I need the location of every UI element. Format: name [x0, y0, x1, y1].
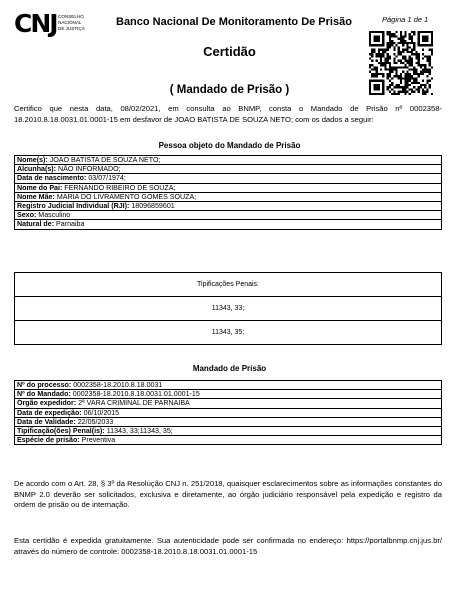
field-label: Data de nascimento:	[17, 174, 87, 183]
cnj-logo-mark: CNJ	[14, 9, 57, 38]
field-value: 06/10/2015	[81, 408, 120, 417]
table-row	[15, 417, 442, 426]
intro-paragraph: Certifico que nesta data, 08/02/2021, em consulta ao BNMP, consta o Mandado de Prisão nº 0002358-18.2010.8.18.0031.01.0001-15 em desfavor de JOAO BATISTA DE SOUZA NETO; com os dados a seguir:	[14, 104, 442, 124]
table-row	[15, 211, 442, 220]
field-value: JOAO BATISTA DE SOUZA NETO;	[47, 156, 161, 164]
logo-text-line: DE JUSTIÇA	[58, 26, 85, 31]
field-value: 18096859601	[129, 202, 175, 211]
table-row	[15, 202, 442, 211]
document-title: Certidão	[203, 44, 256, 59]
page-number: Página 1 de 1	[382, 15, 429, 24]
warrant-section-title: Mandado de Prisão	[192, 364, 267, 373]
person-table	[14, 155, 442, 230]
field-value: NÃO INFORMADO;	[56, 165, 121, 174]
table-row	[15, 192, 442, 201]
table-row	[15, 183, 442, 192]
field-value: 0002358-18.2010.8.18.0031.01.0001-15	[70, 390, 200, 399]
table-row	[15, 390, 442, 399]
field-value: 03/07/1974;	[86, 174, 126, 183]
legal-note-paragraph: De acordo com o Art. 28, § 3º da Resolução CNJ n. 251/2018, quaisquer esclarecimentos sobre as informações constantes do BNMP 2.0 deverão ser solicitados, exclusiva e diretamente, ao órgão judiciário responsável pela expedição e registro da ordem de prisão ou de internação.	[14, 479, 442, 509]
table-row	[15, 174, 442, 183]
field-value: Preventiva	[79, 436, 116, 445]
table-row	[15, 399, 442, 408]
field-label: Nº do Mandado:	[17, 390, 71, 399]
field-label: Data de expedição:	[17, 408, 82, 417]
person-section-title: Pessoa objeto do Mandado de Prisão	[158, 141, 301, 150]
field-label: Sexo:	[17, 211, 37, 220]
field-label: Nome Mãe:	[17, 192, 55, 201]
document-subtitle: ( Mandado de Prisão )	[169, 84, 290, 96]
field-label: Órgão expedidor:	[17, 399, 77, 408]
table-row	[15, 408, 442, 417]
field-label: Espécie de prisão:	[17, 436, 80, 445]
warrant-table	[14, 380, 442, 445]
table-row	[15, 436, 442, 445]
table-row	[15, 427, 442, 436]
field-label: Data de Validade:	[17, 417, 76, 426]
field-value: FERNANDO RIBEIRO DE SOUZA;	[62, 183, 176, 192]
field-label: Nome(s):	[17, 156, 48, 164]
authenticity-paragraph: Esta certidão é expedida gratuitamente. Sua autenticidade pode ser confirmada no endereço: https://portalbnmp.cnj.jus.br/ através do número de controle: 0002358-18.2010.8.18.0031.01.0001-15	[14, 536, 442, 556]
list-item: 11343, 35;	[211, 329, 245, 336]
cnj-logo	[14, 9, 94, 38]
field-value: 0002358-18.2010.8.18.0031	[71, 381, 163, 389]
field-label: Nº do processo:	[17, 381, 72, 389]
field-label: Natural de:	[17, 220, 55, 229]
field-label: Nome do Pai:	[17, 183, 63, 192]
field-value: 22/05/2033	[75, 417, 114, 426]
field-value: MARIA DO LIVRAMENTO GOMES SOUZA;	[54, 192, 197, 201]
field-value: Parnaiba	[54, 220, 85, 229]
cnj-logo-text	[58, 14, 98, 32]
tipificacoes-header: Tipificações Penais:	[15, 273, 441, 297]
field-label: Alcunha(s):	[17, 165, 57, 174]
logo-text-line: NACIONAL	[58, 20, 82, 25]
table-row	[15, 381, 442, 390]
table-row	[15, 220, 442, 229]
field-label: Registro Judicial Individual (RJI):	[17, 202, 130, 211]
tipificacoes-box	[14, 272, 442, 345]
page-title: Banco Nacional De Monitoramento De Prisão	[116, 16, 352, 28]
table-row	[15, 165, 442, 174]
table-row	[15, 156, 442, 165]
field-label: Tipificação(ões) Penal(is):	[17, 427, 105, 436]
list-item: 11343, 33;	[15, 297, 441, 321]
logo-text-line: CONSELHO	[58, 14, 84, 19]
field-value: Masculino	[36, 211, 71, 220]
field-value: 11343, 33;11343, 35;	[104, 427, 173, 436]
field-value: 2ª VARA CRIMINAL DE PARNAIBA	[76, 399, 190, 408]
